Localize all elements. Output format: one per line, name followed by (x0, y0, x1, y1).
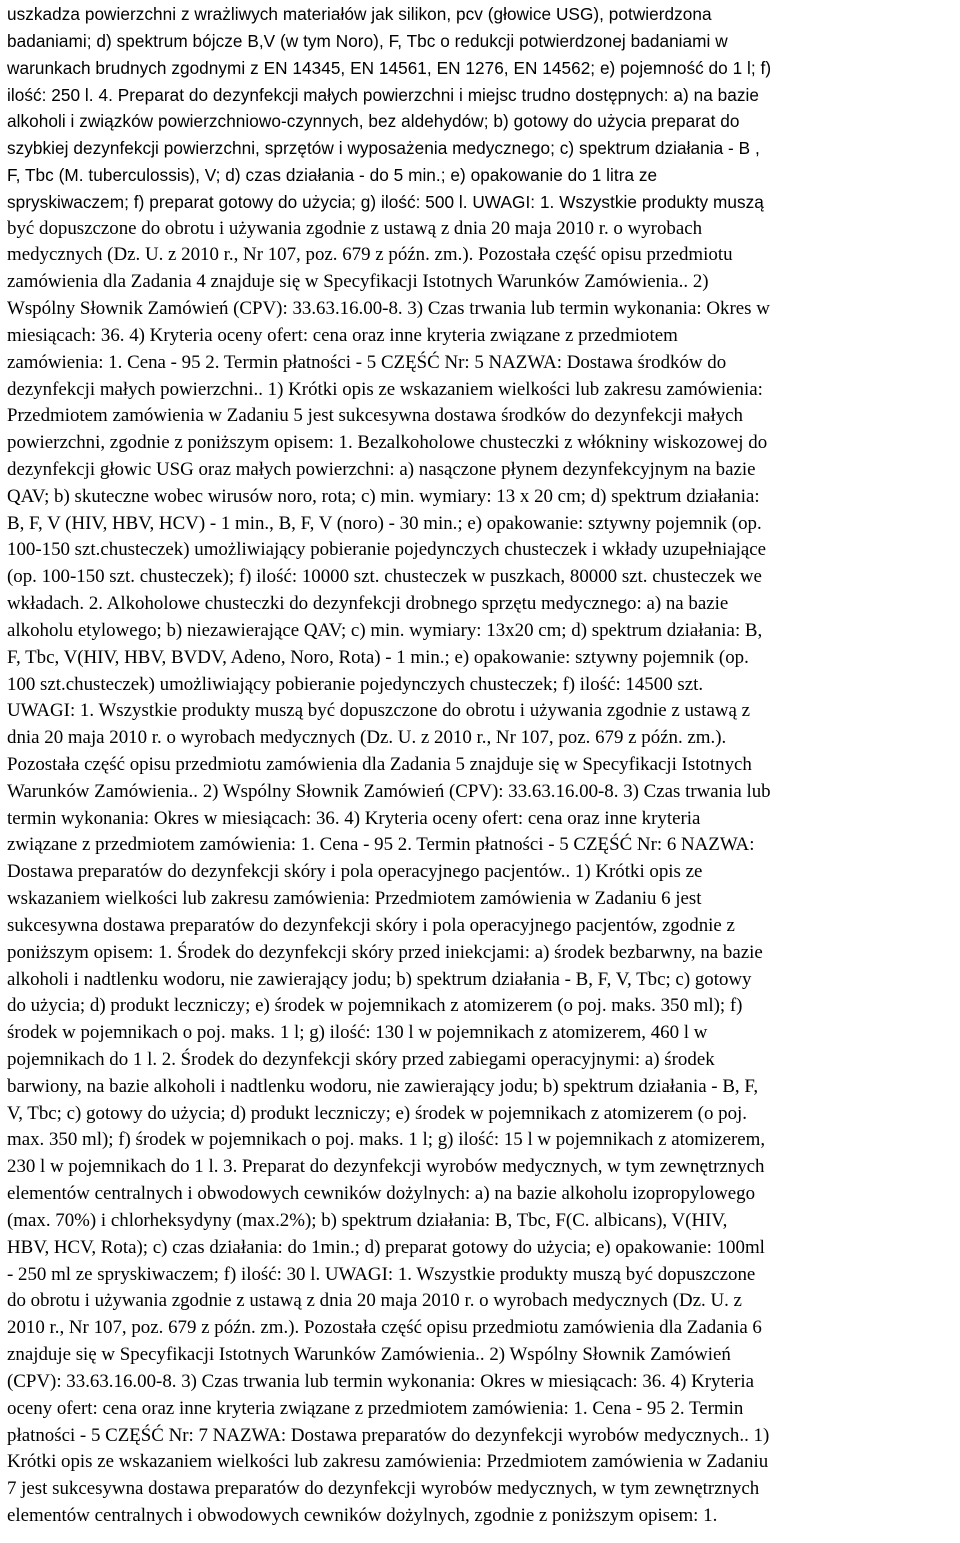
text-line: szybkiej dezynfekcji powierzchni, sprzętów i wyposażenia medycznego; c) spektrum działania - B , (7, 138, 760, 159)
text-line: UWAGI: 1. Wszystkie produkty muszą być dopuszczone do obrotu i używania zgodnie z ustawą z (7, 700, 751, 722)
text-line: poniższym opisem: 1. Środek do dezynfekcji skóry przed iniekcjami: a) środek bezbarwny, na bazie (7, 941, 763, 963)
text-line: barwiony, na bazie alkoholi i nadtlenku wodoru, nie zawierający jodu; b) spektrum działania - B, F, (7, 1075, 759, 1097)
text-line: 230 l w pojemnikach do 1 l. 3. Preparat do dezynfekcji wyrobów medycznych, w tym zewnętrznych (7, 1156, 765, 1178)
text-line: spryskiwaczem; f) preparat gotowy do użycia; g) ilość: 500 l. UWAGI: 1. Wszystkie produkty muszą (7, 191, 764, 212)
text-line: do użycia; d) produkt leczniczy; e) środek w pojemnikach z atomizerem (o poj. maks. 350 ml); f) (7, 995, 743, 1017)
text-line: wkładach. 2. Alkoholowe chusteczki do dezynfekcji drobnego sprzętu medycznego: a) na bazie (7, 593, 729, 614)
text-line: alkoholi i nadtlenku wodoru, nie zawierający jodu; b) spektrum działania - B, F, V, Tbc; c) gotowy (7, 968, 752, 990)
text-line: 100 szt.chusteczek) umożliwiający pobieranie pojedynczych chusteczek; f) ilość: 14500 szt. (7, 673, 704, 695)
text-line: alkoholu etylowego; b) niezawierające QAV; c) min. wymiary: 13x20 cm; d) spektrum działania: B, (7, 619, 763, 641)
text-line: F, Tbc (M. tuberculossis), V; d) czas działania - do 5 min.; e) opakowanie do 1 litra ze (7, 164, 658, 185)
text-line: QAV; b) skuteczne wobec wirusów noro, rota; c) min. wymiary: 13 x 20 cm; d) spektrum działania: (7, 485, 760, 507)
text-line: oceny ofert: cena oraz inne kryteria związane z przedmiotem zamówienia: 1. Cena - 95 2. Termin (7, 1397, 744, 1419)
text-line: B, F, V (HIV, HBV, HCV) - 1 min., B, F, V (noro) - 30 min.; e) opakowanie: sztywny pojemnik (op. (7, 512, 762, 534)
text-line: Warunków Zamówienia.. 2) Wspólny Słownik Zamówień (CPV): 33.63.16.00-8. 3) Czas trwania lub (7, 780, 771, 802)
text-line: F, Tbc, V(HIV, HBV, BVDV, Adeno, Noro, Rota) - 1 min.; e) opakowanie: sztywny pojemnik (op. (7, 646, 749, 668)
text-line: ilość: 250 l. 4. Preparat do dezynfekcji małych powierzchni i miejsc trudno dostępnych: a) na bazie (7, 84, 760, 105)
text-line: Przedmiotem zamówienia w Zadaniu 5 jest sukcesywna dostawa środków do dezynfekcji małych (7, 405, 743, 427)
text-line: Dostawa preparatów do dezynfekcji skóry i pola operacyjnego pacjentów.. 1) Krótki opis ze (7, 861, 703, 883)
text-line: związane z przedmiotem zamówienia: 1. Cena - 95 2. Termin płatności - 5 CZĘŚĆ Nr: 6 NAZWA: (7, 834, 755, 856)
text-line: znajduje się w Specyfikacji Istotnych Warunków Zamówienia.. 2) Wspólny Słownik Zamówień (7, 1344, 731, 1365)
text-line: 7 jest sukcesywna dostawa preparatów do dezynfekcji wyrobów medycznych, w tym zewnętrznych (7, 1478, 760, 1500)
text-line: wskazaniem wielkości lub zakresu zamówienia: Przedmiotem zamówienia w Zadaniu 6 jest (7, 888, 702, 910)
text-line: być dopuszczone do obrotu i używania zgodnie z ustawą z dnia 20 maja 2010 r. o wyrobach (7, 217, 703, 239)
text-line: Pozostała część opisu przedmiotu zamówienia dla Zadania 5 znajduje się w Specyfikacji Istotnych (7, 754, 752, 775)
text-line: dezynfekcji głowic USG oraz małych powierzchni: a) nasączone płynem dezynfekcyjnym na bazie (7, 458, 756, 480)
text-line: Wspólny Słownik Zamówień (CPV): 33.63.16.00-8. 3) Czas trwania lub termin wykonania: Okres w (7, 298, 770, 319)
text-line: - 250 ml ze spryskiwaczem; f) ilość: 30 l. UWAGI: 1. Wszystkie produkty muszą być dopuszczone (7, 1263, 756, 1285)
text-line: (op. 100-150 szt. chusteczek); f) ilość: 10000 szt. chusteczek w puszkach, 80000 szt. chusteczek we (7, 566, 762, 588)
text-line: powierzchni, zgodnie z poniższym opisem: 1. Bezalkoholowe chusteczki z włókniny wiskozowej do (7, 432, 768, 454)
text-line: do obrotu i używania zgodnie z ustawą z dnia 20 maja 2010 r. o wyrobach medycznych (Dz. U. z (7, 1290, 742, 1312)
text-line: płatności - 5 CZĘŚĆ Nr: 7 NAZWA: Dostawa preparatów do dezynfekcji wyrobów medycznych.. 1) (7, 1424, 770, 1446)
text-line: miesiącach: 36. 4) Kryteria oceny ofert: cena oraz inne kryteria związane z przedmiotem (7, 324, 678, 346)
text-line: max. 350 ml); f) środek w pojemnikach o poj. maks. 1 l; g) ilość: 15 l w pojemnikach z atomizerem, (7, 1129, 766, 1151)
text-line: 100-150 szt.chusteczek) umożliwiający pobieranie pojedynczych chusteczek i wkłady uzupełniające (7, 539, 766, 561)
text-line: HBV, HCV, Rota); c) czas działania: do 1min.; d) preparat gotowy do użycia; e) opakowanie: 100ml (7, 1236, 765, 1258)
text-line: pojemnikach do 1 l. 2. Środek do dezynfekcji skóry przed zabiegami operacyjnymi: a) środek (7, 1049, 715, 1070)
text-line: elementów centralnych i obwodowych cewników dożylnych, zgodnie z poniższym opisem: 1. (7, 1504, 718, 1526)
text-line: sukcesywna dostawa preparatów do dezynfekcji skóry i pola operacyjnego pacjentów, zgodnie z (7, 914, 735, 936)
text-line: medycznych (Dz. U. z 2010 r., Nr 107, poz. 679 z późn. zm.). Pozostała część opisu przedmiotu (7, 244, 733, 266)
text-line: Krótki opis ze wskazaniem wielkości lub zakresu zamówienia: Przedmiotem zamówienia w Zadaniu (7, 1451, 769, 1473)
text-line: alkoholi i związków powierzchniowo-czynnych, bez aldehydów; b) gotowy do użycia preparat do (7, 111, 740, 132)
text-line: (CPV): 33.63.16.00-8. 3) Czas trwania lub termin wykonania: Okres w miesiącach: 36. 4) Kryteria (7, 1370, 755, 1392)
text-line: dnia 20 maja 2010 r. o wyrobach medycznych (Dz. U. z 2010 r., Nr 107, poz. 679 z późn. zm.). (7, 727, 727, 749)
text-line: zamówienia: 1. Cena - 95 2. Termin płatności - 5 CZĘŚĆ Nr: 5 NAZWA: Dostawa środków do (7, 351, 727, 373)
text-line: termin wykonania: Okres w miesiącach: 36. 4) Kryteria oceny ofert: cena oraz inne kryteria (7, 807, 701, 829)
text-line: środek w pojemnikach o poj. maks. 1 l; g) ilość: 130 l w pojemnikach z atomizerem, 460 l w (7, 1022, 708, 1044)
text-line: warunkach brudnych zgodnymi z EN 14345, EN 14561, EN 1276, EN 14562; e) pojemność do 1 l; f) (7, 57, 772, 78)
text-line: zamówienia dla Zadania 4 znajduje się w Specyfikacji Istotnych Warunków Zamówienia.. 2) (7, 271, 709, 293)
text-line: V, Tbc; c) gotowy do użycia; d) produkt leczniczy; e) środek w pojemnikach z atomizerem (o poj. (7, 1102, 747, 1124)
text-line: (max. 70%) i chlorheksydyny (max.2%); b) spektrum działania: B, Tbc, F(C. albicans), V(HIV, (7, 1209, 728, 1231)
text-line: elementów centralnych i obwodowych cewników dożylnych: a) na bazie alkoholu izopropylowego (7, 1183, 756, 1205)
text-line: 2010 r., Nr 107, poz. 679 z późn. zm.). Pozostała część opisu przedmiotu zamówienia dla Zadania 6 (7, 1317, 762, 1339)
text-line: badaniami; d) spektrum bójcze B,V (w tym Noro), F, Tbc o redukcji potwierdzonej badaniami w (7, 30, 728, 51)
text-line: uszkadza powierzchni z wrażliwych materiałów jak silikon, pcv (głowice USG), potwierdzona (7, 4, 712, 24)
text-line: dezynfekcji małych powierzchni.. 1) Krótki opis ze wskazaniem wielkości lub zakresu zamówienia: (7, 378, 763, 400)
